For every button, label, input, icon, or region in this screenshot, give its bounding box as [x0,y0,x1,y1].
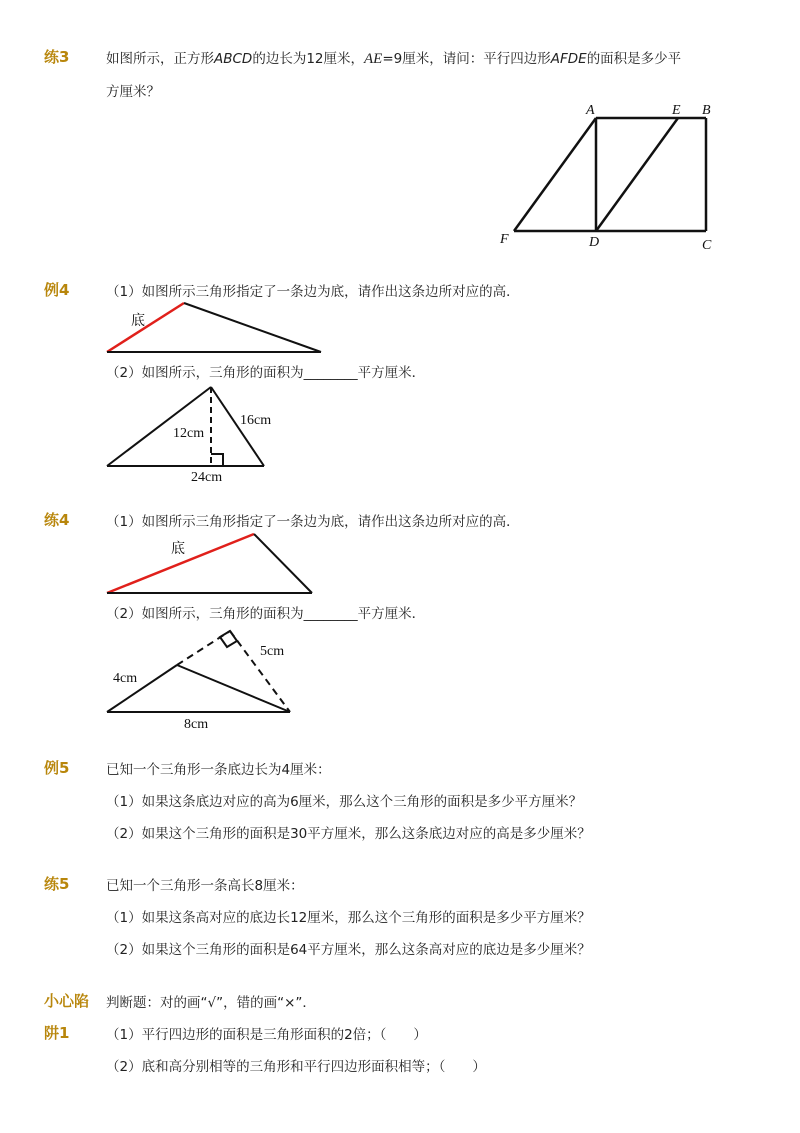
lian3-ae: AE [364,51,383,67]
lian3-text-a: 如图所示，正方形 [106,51,214,67]
li5-q2: （2）如果这个三角形的面积是30平方厘米，那么这条底边对应的高是多少厘米？ [106,826,591,842]
base-label: 底 [171,542,185,557]
li4-q1: （1）如图所示三角形指定了一条边为底，请作出这条边所对应的高． [106,284,520,300]
label-c: C [702,238,712,253]
red-base-edge [107,303,184,352]
li4-q2: （2）如图所示，三角形的面积为________平方厘米． [106,365,426,381]
lian4-tag: 练4 [44,511,70,529]
lian5-q1: （1）如果这条高对应的底边长12厘米，那么这个三角形的面积是多少平方厘米？ [106,910,591,926]
right-angle-mark [220,631,237,647]
li4-triangle-1 [0,295,800,365]
label-e: E [672,103,681,118]
base-label: 24cm [191,470,223,485]
label-f: F [500,232,509,247]
lian3-afde: AFDE [550,51,587,67]
lian3-line2: 方厘米？ [106,84,160,100]
right-angle-mark [211,454,223,466]
triangle-edge [184,303,321,352]
trap-q1: （1）平行四边形的面积是三角形面积的2倍；（ ） [106,1027,427,1043]
li5-intro: 已知一个三角形一条底边长为4厘米： [106,762,331,778]
height-label: 5cm [260,644,285,659]
lian4-q2: （2）如图所示，三角形的面积为________平方厘米． [106,606,426,622]
lian5-tag: 练5 [44,875,70,893]
lian3-text-c: =9厘米，请问：平行四边形 [382,51,551,67]
trap-tag-line2: 阱1 [44,1024,70,1042]
lian3-text-d: 的面积是多少平 [586,51,682,67]
trap-q2: （2）底和高分别相等的三角形和平行四边形面积相等；（ ） [106,1059,486,1075]
li4-triangle-2 [0,378,800,488]
lian3-tag: 练3 [44,48,70,66]
li4-tag: 例4 [44,281,70,299]
lian4-triangle-1 [0,528,800,603]
triangle-edge [254,534,312,593]
height-label: 12cm [173,426,205,441]
trap-tag-line1: 小心陷 [44,992,90,1010]
side-label: 16cm [240,413,272,428]
lian3-abcd: ABCD [214,51,253,67]
base-label: 8cm [184,717,209,732]
lian5-intro: 已知一个三角形一条高长8厘米： [106,878,304,894]
edge-ed [596,118,678,231]
triangle-edge [177,665,290,712]
li5-tag: 例5 [44,759,70,777]
lian4-triangle-2 [0,620,800,735]
base-label: 底 [131,314,145,329]
lian5-q2: （2）如果这个三角形的面积是64平方厘米，那么这条高对应的底边是多少厘米？ [106,942,591,958]
lian3-text-b: 的边长为12厘米， [252,51,365,67]
label-d: D [589,235,600,250]
square-parallelogram-figure [0,0,800,270]
lian4-q1: （1）如图所示三角形指定了一条边为底，请作出这条边所对应的高． [106,514,520,530]
label-b: B [702,103,711,118]
edge-af [514,118,596,231]
left-side-label: 4cm [113,671,138,686]
trap-intro: 判断题：对的画“√”，错的画“×”． [106,995,316,1011]
label-a: A [586,103,595,118]
li5-q1: （1）如果这条底边对应的高为6厘米，那么这个三角形的面积是多少平方厘米？ [106,794,583,810]
